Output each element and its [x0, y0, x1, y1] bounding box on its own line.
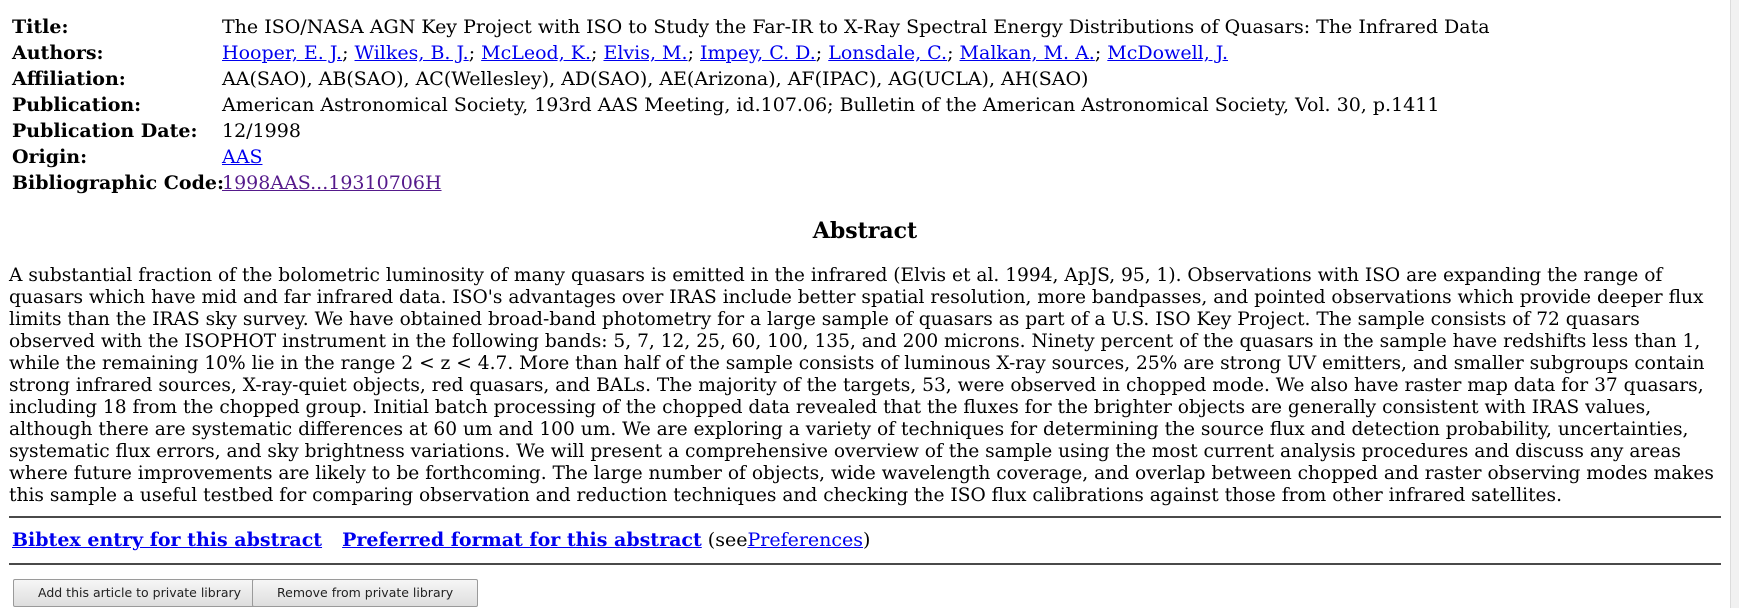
- bibcode-link[interactable]: 1998AAS...19310706H: [222, 172, 442, 194]
- bibtex-link[interactable]: Bibtex entry for this abstract: [12, 529, 323, 551]
- abstract-text: A substantial fraction of the bolometric luminosity of many quasars is emitted in the infrared (Elvis et al. 1994, ApJS, 95, 1). Observations with ISO are expanding the range of quasars which have mid and far infrared data. ISO's advantages over IRAS include better spatial resolution, more bandpasses, and pointed observations which provide deeper flux limits than the IRAS sky survey. We have obtained broad-band photometry for a large sample of quasars as part of a U.S. ISO Key Project. The sample consists of 72 quasars observed with the ISOPHOT instrument in the following bands: 5, 7, 12, 25, 60, 100, 135, and 200 microns. Ninety percent of the quasars in the sample have redshifts less than 1, while the remaining 10% lie in the range 2 < z < 4.7. More than half of the sample consists of luminous X-ray sources, 25% are strong UV emitters, and smaller subgroups contain strong infrared sources, X-ray-quiet objects, red quasars, and BALs. The majority of the targets, 53, were observed in chopped mode. We also have raster map data for 37 quasars, including 18 from the chopped group. Initial batch processing of the chopped data revealed that the fluxes for the brighter objects are generally consistent with IRAS values, although there are systematic differences at 60 um and 100 um. We are exploring a variety of techniques for determining the source flux and detection probability, uncertainties, systematic flux errors, and sky brightness variations. We will present a comprehensive overview of the sample using the most current analysis procedures and discuss any areas where future improvements are likely to be forthcoming. The large number of objects, wide wavelength coverage, and overlap between chopped and raster observing modes makes this sample a useful testbed for comparing observation and reduction techniques and checking the ISO flux calibrations against those from other infrared satellites.: [9, 265, 1714, 506]
- see-suffix: ): [863, 529, 871, 551]
- title-row: [12, 14, 1490, 40]
- divider: [9, 516, 1721, 518]
- author-separator: ;: [815, 42, 823, 64]
- affiliation-label: Affiliation:: [12, 68, 126, 90]
- publication-row: [12, 92, 1490, 118]
- pubdate-label: Publication Date:: [12, 120, 198, 142]
- author-link[interactable]: Lonsdale, C.: [828, 42, 948, 64]
- bibcode-row: [12, 170, 1490, 196]
- preferred-format-link[interactable]: Preferred format for this abstract: [342, 529, 702, 551]
- author-link[interactable]: Impey, C. D.: [700, 42, 816, 64]
- author-separator: ;: [687, 42, 694, 64]
- authors-list: [222, 40, 1228, 66]
- author-separator: ;: [468, 42, 476, 64]
- affiliation-row: [12, 66, 1490, 92]
- publication-value: American Astronomical Society, 193rd AAS Meeting, id.107.06; Bulletin of the American Astronomical Society, Vol. 30, p.1411: [222, 94, 1440, 116]
- origin-label: Origin:: [12, 146, 88, 168]
- preferences-link[interactable]: Preferences: [747, 529, 864, 551]
- divider: [9, 563, 1721, 565]
- remove-from-library-button[interactable]: Remove from private library: [252, 579, 478, 607]
- origin-row: [12, 144, 1490, 170]
- author-link[interactable]: Malkan, M. A.: [959, 42, 1095, 64]
- author-separator: ;: [591, 42, 598, 64]
- author-separator: ;: [947, 42, 954, 64]
- publication-label: Publication:: [12, 94, 142, 116]
- bibcode-label: Bibliographic Code:: [12, 172, 224, 194]
- author-link[interactable]: Elvis, M.: [603, 42, 688, 64]
- author-link[interactable]: Wilkes, B. J.: [354, 42, 469, 64]
- affiliation-value: AA(SAO), AB(SAO), AC(Wellesley), AD(SAO), AE(Arizona), AF(IPAC), AG(UCLA), AH(SAO): [222, 68, 1089, 90]
- abstract-links: [12, 529, 870, 551]
- abstract-heading: Abstract: [812, 218, 918, 244]
- vertical-scrollbar[interactable]: [1730, 0, 1739, 608]
- authors-row: [12, 40, 1490, 66]
- author-separator: ;: [342, 42, 349, 64]
- pubdate-value: 12/1998: [222, 120, 301, 142]
- author-link[interactable]: McLeod, K.: [481, 42, 592, 64]
- pubdate-row: [12, 118, 1490, 144]
- author-separator: ;: [1094, 42, 1102, 64]
- author-link[interactable]: McDowell, J.: [1107, 42, 1228, 64]
- origin-link[interactable]: AAS: [222, 146, 263, 168]
- article-title: The ISO/NASA AGN Key Project with ISO to Study the Far-IR to X-Ray Spectral Energy Distributions of Quasars: The Infrared Data: [222, 16, 1490, 38]
- authors-label: Authors:: [12, 42, 104, 64]
- title-label: Title:: [12, 16, 69, 38]
- see-prefix: (see: [707, 529, 748, 551]
- add-to-library-button[interactable]: Add this article to private library: [13, 579, 266, 607]
- metadata-table: [12, 14, 1490, 196]
- author-link[interactable]: Hooper, E. J.: [222, 42, 343, 64]
